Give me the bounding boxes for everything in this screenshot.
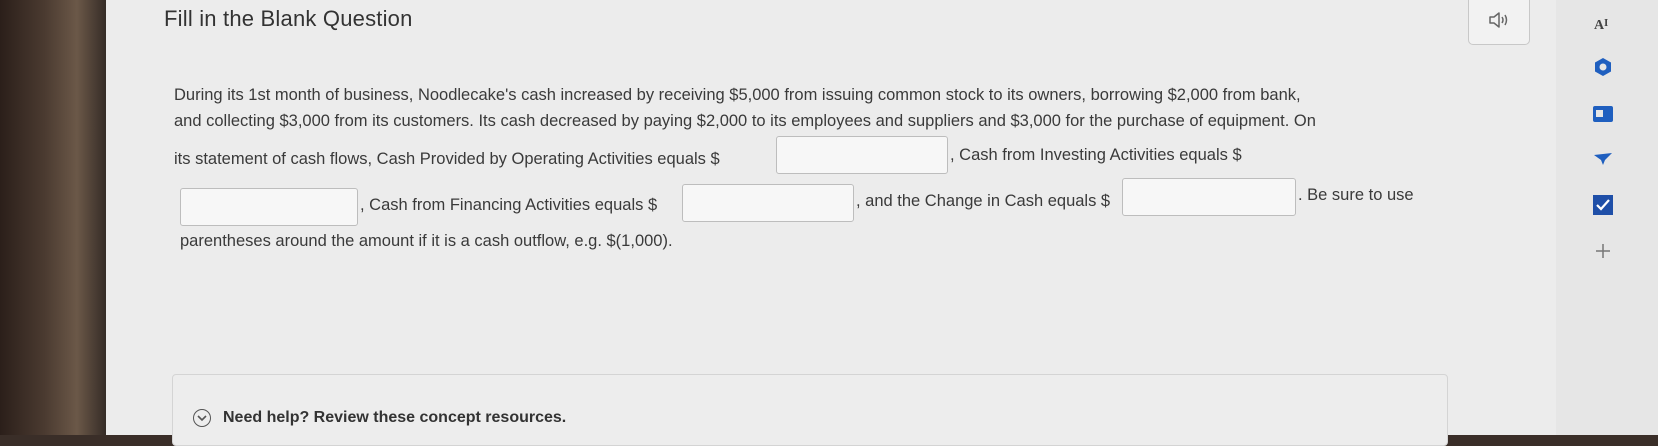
- svg-text:I: I: [1604, 17, 1609, 29]
- calendar-icon[interactable]: [1592, 102, 1614, 124]
- help-toggle-button[interactable]: [193, 409, 566, 427]
- plus-icon[interactable]: [1592, 240, 1614, 262]
- question-line-3-prefix: its statement of cash flows, Cash Provided by Operating Activities equals $: [174, 150, 720, 168]
- question-line-4-mid2: , and the Change in Cash equals $: [856, 192, 1111, 210]
- question-line-5: parentheses around the amount if it is a cash outflow, e.g. $(1,000).: [180, 232, 673, 250]
- checklist-icon[interactable]: [1592, 194, 1614, 216]
- help-label: Need help? Review these concept resources.: [223, 409, 567, 426]
- text-size-icon[interactable]: [1592, 12, 1614, 34]
- financing-activities-input[interactable]: [682, 184, 854, 222]
- speaker-icon: [1488, 11, 1510, 34]
- chevron-down-icon: [193, 409, 211, 427]
- operating-activities-input[interactable]: [776, 136, 948, 174]
- question-line-4-mid1: , Cash from Financing Activities equals $: [360, 196, 658, 214]
- hexagon-icon[interactable]: [1592, 56, 1614, 78]
- question-line-2: and collecting $3,000 from its customers. Its cash decreased by paying $2,000 to its employees and suppliers and $3,000 for the purchase of equipment. On: [174, 112, 1316, 130]
- question-line-4-suffix: . Be sure to use: [1298, 186, 1414, 204]
- question-line-1: During its 1st month of business, Noodlecake's cash increased by receiving $5,000 from issuing common stock to its owners, borrowing $2,000 from bank,: [174, 86, 1301, 104]
- monitor-bezel: [0, 0, 110, 435]
- audio-button[interactable]: [1468, 0, 1530, 45]
- right-rail: [1556, 0, 1658, 435]
- question-line-3-mid: , Cash from Investing Activities equals $: [950, 146, 1242, 164]
- page-title: Fill in the Blank Question: [164, 6, 413, 31]
- question-screen: [106, 0, 1658, 435]
- bird-icon[interactable]: [1592, 148, 1614, 170]
- change-in-cash-input[interactable]: [1122, 178, 1296, 216]
- investing-activities-input[interactable]: [180, 188, 358, 226]
- svg-text:A: A: [1594, 18, 1605, 33]
- help-panel: [172, 374, 1448, 446]
